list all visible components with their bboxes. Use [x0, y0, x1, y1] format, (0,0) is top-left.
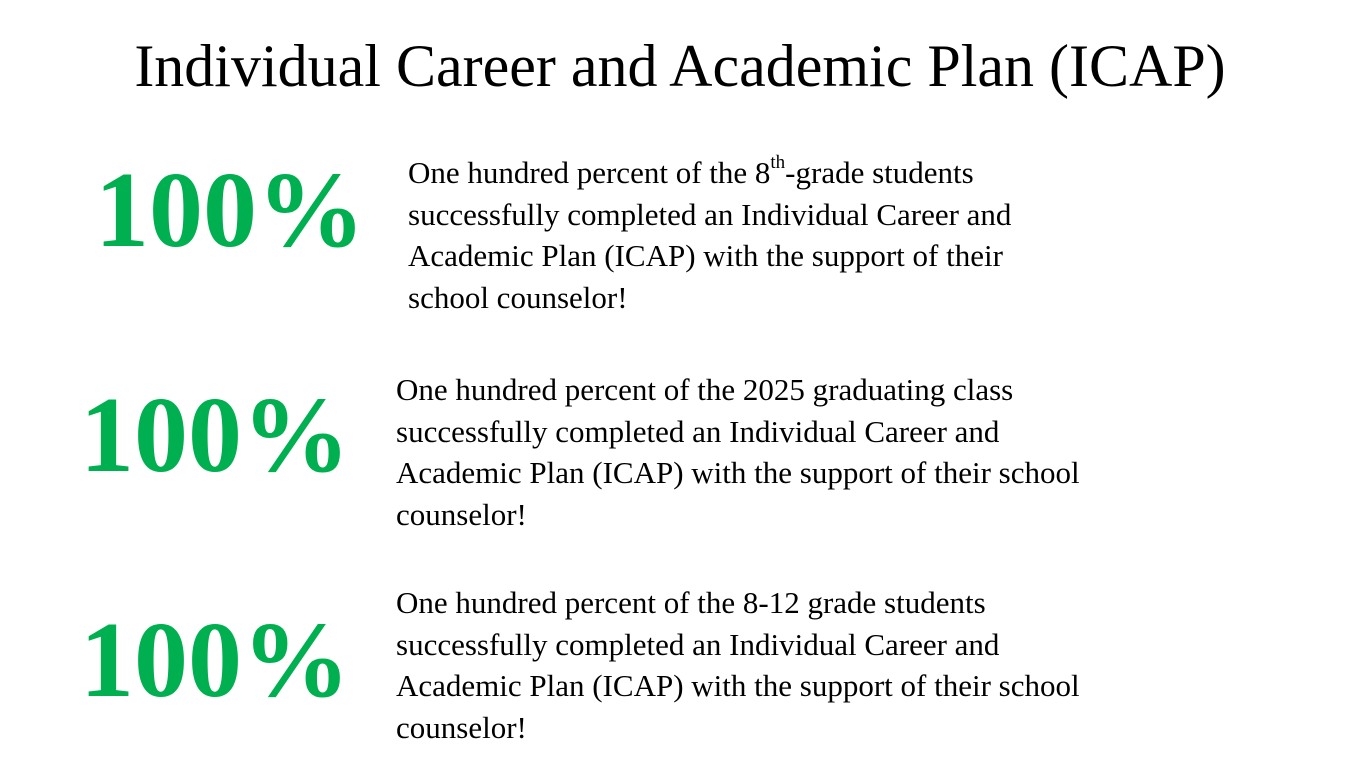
stat-description-2-line-1: One hundred percent of the 2025 graduating class	[396, 372, 1014, 407]
ordinal-superscript: th	[770, 151, 786, 173]
stat-description-3-line-1: One hundred percent of the 8-12 grade students	[396, 585, 986, 620]
stat-description-2-line-4: counselor!	[396, 496, 527, 532]
stat-description-1-line-3: Academic Plan (ICAP) with the support of their	[408, 238, 1003, 273]
stat-description-1-line-1	[408, 152, 1011, 194]
stat-description-3	[396, 582, 1080, 748]
stat-value-1: 100%	[95, 151, 365, 270]
stat-description-3-line-4: counselor!	[396, 709, 527, 745]
stat-description-2	[396, 369, 1080, 535]
stat-description-1-line-2: successfully completed an Individual Career and	[408, 196, 1012, 232]
stat-description-3-line-3: Academic Plan (ICAP) with the support of their school	[396, 668, 1080, 703]
line-text-after-superscript: -grade students	[785, 155, 974, 190]
stat-value-3: 100%	[80, 601, 350, 720]
stat-description-1-line-4: school counselor!	[408, 279, 628, 315]
line-text-before-superscript: One hundred percent of the 8	[408, 155, 771, 190]
stat-description-2-line-2: successfully completed an Individual Career and	[396, 413, 1000, 449]
stat-description-2-line-3: Academic Plan (ICAP) with the support of their school	[396, 455, 1080, 490]
stat-description-1	[408, 152, 1011, 318]
stat-value-2: 100%	[80, 376, 350, 495]
stat-description-3-line-2: successfully completed an Individual Career and	[396, 626, 1000, 662]
slide-title: Individual Career and Academic Plan (ICAP)	[134, 33, 1226, 99]
